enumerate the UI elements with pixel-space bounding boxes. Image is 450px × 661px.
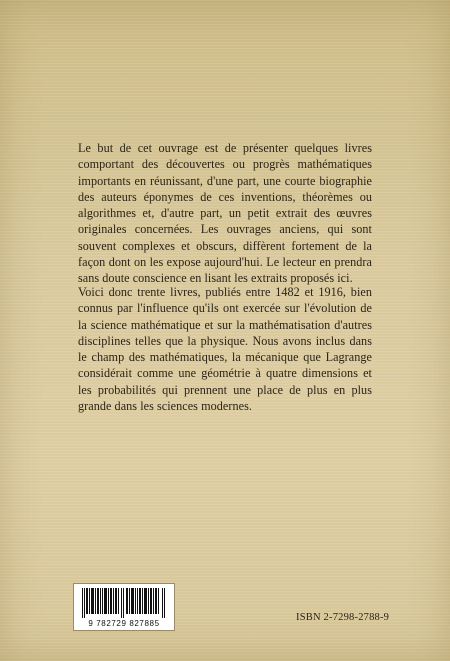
barcode-bars-icon <box>82 588 166 618</box>
description-paragraph-1: Le but de cet ouvrage est de présenter quelques livres comportant des découvertes ou progrès mathématiques importants en réunissant, d'une part, une courte biographie des auteurs éponymes de ces inventions, théorèmes ou algorithmes et, d'autre part, un petit extrait des œuvres originales concernées. Les ouvrages anciens, qui sont souvent complexes et obscurs, diffèrent fortement de la façon dont on les expose aujourd'hui. Le lecteur en prendra sans doute conscience en lisant les extraits proposés ici. <box>78 141 372 286</box>
isbn-number: ISBN 2-7298-2788-9 <box>296 612 390 623</box>
description-paragraph-2: Voici donc trente livres, publiés entre 1482 et 1916, bien connus par l'influence qu'ils ont exercée sur l'évolution de la science mathématique et sur la mathématisation d'autres disciplines telles que la physique. Nous avons inclus dans le champ des mathématiques, la mécanique que Lagrange considérait comme une géométrie à quatre dimensions et les probabilités qui prennent une place de plus en plus grande dans les sciences modernes. <box>78 285 372 414</box>
barcode-digits: 9 782729 827885 <box>88 619 160 628</box>
barcode <box>73 583 175 631</box>
